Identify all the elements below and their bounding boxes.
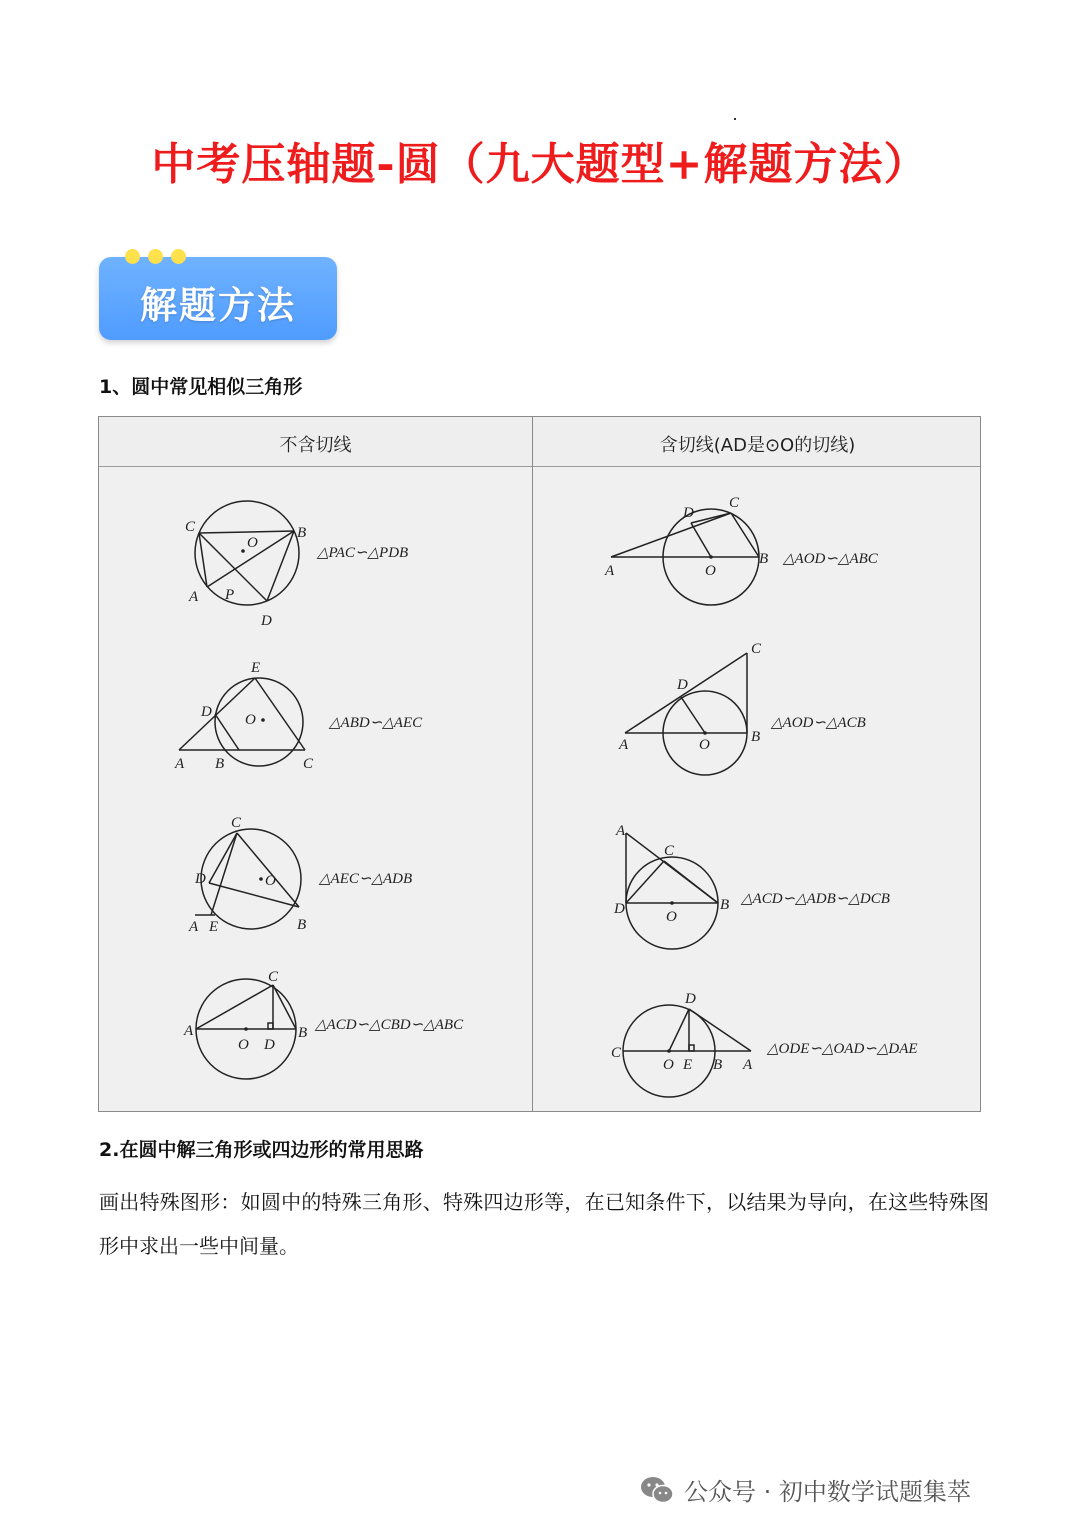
svg-text:O: O — [265, 873, 276, 889]
svg-text:C: C — [268, 969, 279, 985]
figure-right-1 — [604, 495, 768, 605]
svg-text:B: B — [298, 1025, 308, 1041]
svg-text:D: D — [685, 991, 696, 1007]
svg-text:D: D — [264, 1037, 275, 1053]
svg-text:P: P — [225, 587, 235, 603]
badge-dots — [125, 249, 186, 264]
svg-text:A: A — [189, 919, 199, 935]
svg-text:O: O — [705, 563, 716, 579]
svg-text:C: C — [664, 843, 675, 859]
relation-right-2: △AOD∽△ACB — [771, 715, 866, 731]
watermark — [640, 1472, 971, 1507]
badge-label: 解题方法 — [140, 284, 296, 327]
svg-text:D: D — [683, 505, 694, 521]
svg-text:C: C — [729, 495, 740, 511]
svg-text:B: B — [297, 525, 307, 541]
relation-left-3: △AEC∽△ADB — [319, 871, 413, 887]
svg-text:A: A — [175, 756, 185, 772]
figure-left-4 — [183, 969, 307, 1079]
svg-text:A: A — [743, 1057, 753, 1073]
column-header-no-tangent: 不含切线 — [279, 435, 352, 456]
svg-text:D: D — [261, 613, 272, 629]
column-header-tangent: 含切线(AD是⊙O的切线) — [659, 435, 856, 456]
svg-text:E: E — [251, 660, 261, 676]
svg-text:B: B — [759, 551, 769, 567]
svg-text:E: E — [209, 919, 219, 935]
section2-body: 画出特殊图形：如圆中的特殊三角形、特殊四边形等，在已知条件下，以结果为导向，在这些特殊图形中求出一些中间量。 — [99, 1190, 989, 1258]
svg-text:O: O — [663, 1057, 674, 1073]
figure-left-2 — [174, 660, 314, 772]
svg-text:C: C — [185, 519, 196, 535]
figure-left-3 — [188, 815, 306, 935]
svg-text:A: A — [184, 1023, 194, 1039]
similar-triangles-table — [98, 416, 981, 1112]
svg-text:B: B — [751, 729, 761, 745]
relation-left-2: △ABD∽△AEC — [329, 715, 423, 731]
section-badge — [99, 257, 337, 340]
svg-text:O: O — [238, 1037, 249, 1053]
section1-heading: 1、圆中常见相似三角形 — [99, 376, 303, 398]
svg-text:C: C — [611, 1045, 622, 1061]
page-title: 中考压轴题-圆（九大题型+解题方法） — [151, 139, 929, 190]
svg-text:D: D — [195, 871, 206, 887]
svg-text:E: E — [683, 1057, 693, 1073]
svg-text:O: O — [247, 535, 258, 551]
svg-text:C: C — [231, 815, 242, 831]
figure-right-4 — [611, 991, 753, 1097]
svg-text:D: D — [201, 704, 212, 720]
svg-text:A: A — [616, 823, 626, 839]
svg-text:A: A — [605, 563, 615, 579]
relation-left-4: △ACD∽△CBD∽△ABC — [315, 1017, 464, 1033]
figure-right-3 — [613, 823, 729, 949]
geometry-figures — [99, 417, 982, 1113]
relation-right-4: △ODE∽△OAD∽△DAE — [767, 1041, 918, 1057]
svg-text:B: B — [215, 756, 225, 772]
svg-text:B: B — [720, 897, 730, 913]
section2-heading: 2.在圆中解三角形或四边形的常用思路 — [99, 1139, 424, 1161]
watermark-text: 公众号 · 初中数学试题集萃 — [684, 1478, 971, 1506]
relation-right-1: △AOD∽△ABC — [783, 551, 878, 567]
svg-text:D: D — [614, 901, 625, 917]
svg-text:A: A — [189, 589, 199, 605]
svg-text:B: B — [297, 917, 307, 933]
relation-right-3: △ACD∽△ADB∽△DCB — [741, 891, 890, 907]
svg-text:C: C — [751, 641, 762, 657]
svg-text:O: O — [699, 737, 710, 753]
figure-right-2 — [618, 641, 762, 775]
svg-text:D: D — [677, 677, 688, 693]
wechat-icon — [640, 1475, 674, 1505]
svg-text:O: O — [666, 909, 677, 925]
stray-dot — [734, 118, 736, 120]
svg-text:B: B — [713, 1057, 723, 1073]
figure-left-1 — [185, 501, 306, 629]
svg-text:O: O — [245, 712, 256, 728]
svg-text:C: C — [303, 756, 314, 772]
svg-text:A: A — [619, 737, 629, 753]
relation-left-1: △PAC∽△PDB — [317, 545, 409, 561]
